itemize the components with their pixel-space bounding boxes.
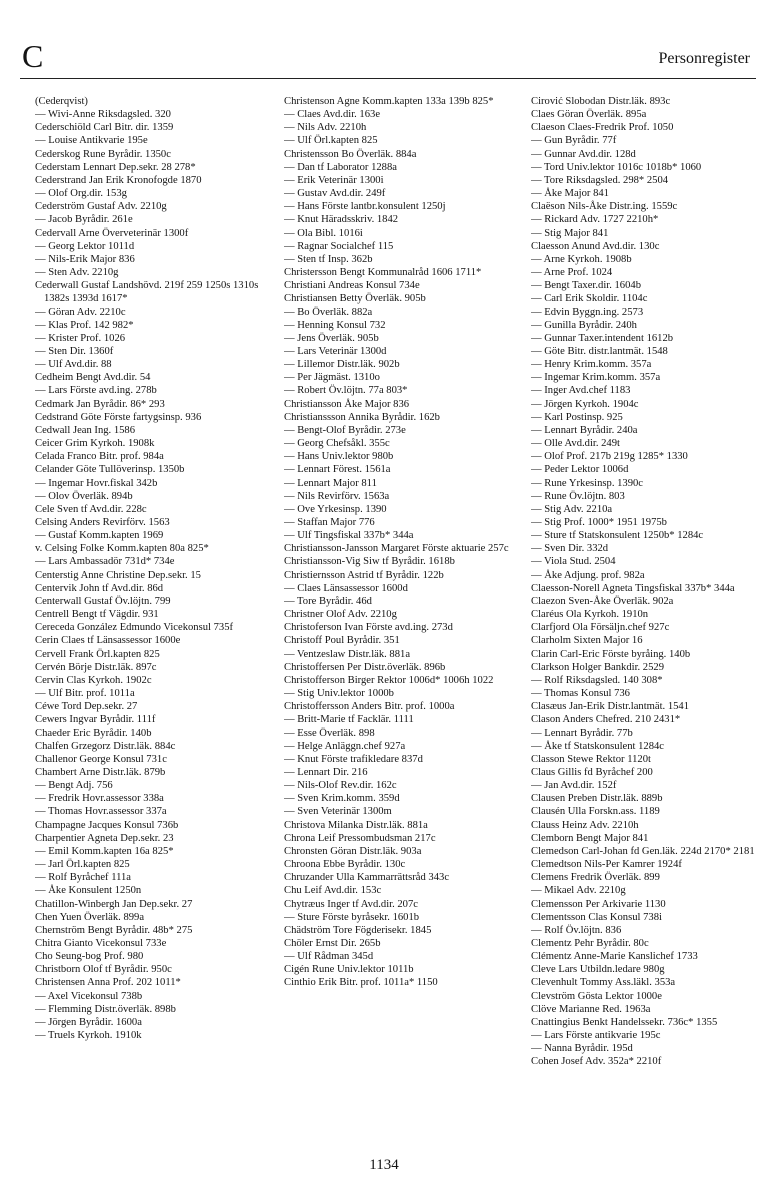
register-entry: Centerstig Anne Christine Dep.sekr. 15 xyxy=(35,569,201,581)
register-entry: Cerin Claes tf Länsassessor 1600e xyxy=(35,635,181,647)
register-entry: Chrona Leif Pressombudsman 217c xyxy=(284,832,436,844)
register-entry: Cederschiöld Carl Bitr. dir. 1359 xyxy=(35,122,174,134)
register-entry: — Lars Veterinär 1300d xyxy=(284,345,387,357)
register-entry: — Jan Avd.dir. 152f xyxy=(531,780,617,792)
register-entry: — Rolf Byråchef 111a xyxy=(35,872,132,884)
register-entry: Cedheim Bengt Avd.dir. 54 xyxy=(35,372,151,384)
register-entry: — Louise Antikvarie 195e xyxy=(35,135,148,147)
register-entry: Cedstrand Göte Förste fartygsinsp. 936 xyxy=(35,411,202,423)
register-entry: — Ulf Örl.kapten 825 xyxy=(284,135,378,147)
register-entry: Cederstrand Jan Erik Kronofogde 1870 xyxy=(35,174,202,186)
register-entry: — Rolf Riksdagsled. 140 308* xyxy=(531,674,663,686)
register-entry: — Lillemor Distr.läk. 902b xyxy=(284,359,400,371)
register-entry: Cervell Frank Örl.kapten 825 xyxy=(35,648,160,660)
register-entry: — Mikael Adv. 2210g xyxy=(531,885,626,897)
register-entry: Christiansen Betty Överläk. 905b xyxy=(284,293,426,305)
register-entry: Clemedtson Nils-Per Kamrer 1924f xyxy=(531,859,682,871)
register-entry: — Fredrik Hovr.assessor 338a xyxy=(35,793,164,805)
register-entry: Cewers Ingvar Byrådir. 111f xyxy=(35,714,156,726)
register-entry: Cedwall Jean Ing. 1586 xyxy=(35,424,136,436)
register-entry: Christoffersson Anders Bitr. prof. 1000a xyxy=(284,701,455,713)
register-entry: Christiernsson Astrid tf Byrådir. 122b xyxy=(284,569,444,581)
register-entry: Claezon Sven-Åke Överläk. 902a xyxy=(531,595,674,607)
register-column-1 xyxy=(35,95,273,1185)
register-entry: Claesson-Norell Agneta Tingsfiskal 337b* 344a xyxy=(531,582,735,594)
register-entry: Centrell Bengt tf Vägdir. 931 xyxy=(35,609,159,621)
register-entry: — Rickard Adv. 1727 2210h* xyxy=(531,214,659,226)
register-entry: Christner Olof Adv. 2210g xyxy=(284,609,397,621)
register-entry: Clémentz Anne-Marie Kanslichef 1733 xyxy=(531,951,698,963)
register-entry: — Knut Häradsskriv. 1842 xyxy=(284,214,399,226)
register-entry: Claëson Nils-Åke Distr.ing. 1559c xyxy=(531,201,678,213)
register-entry: Cirović Slobodan Distr.läk. 893c xyxy=(531,96,671,107)
register-entry: — Ingemar Krim.komm. 357a xyxy=(531,372,661,384)
register-entry: — Nils Revirförv. 1563a xyxy=(284,490,390,502)
register-entry: Christoferson Ivan Förste avd.ing. 273d xyxy=(284,622,453,634)
register-entry: — Åke Major 841 xyxy=(531,188,609,200)
register-entry: — Sven Krim.komm. 359d xyxy=(284,793,400,805)
register-entry: — Åke tf Statskonsulent 1284c xyxy=(531,740,664,752)
register-entry: — Viola Stud. 2504 xyxy=(531,556,616,568)
header-rule xyxy=(20,78,756,79)
register-entry: — Olof Org.dir. 153g xyxy=(35,188,127,200)
register-entry: — Lennart Förest. 1561a xyxy=(284,464,391,476)
register-entry: — Ulf Bitr. prof. 1011a xyxy=(35,688,135,700)
register-entry: Cinthio Erik Bitr. prof. 1011a* 1150 xyxy=(284,977,438,989)
register-entry: — Hans Univ.lektor 980b xyxy=(284,451,394,463)
register-entry: — Ulf Rådman 345d xyxy=(284,951,374,963)
register-entry: Cederskog Rune Byrådir. 1350c xyxy=(35,148,171,160)
register-entry: — Henning Konsul 732 xyxy=(284,319,386,331)
register-entry: Claesson Anund Avd.dir. 130c xyxy=(531,240,660,252)
register-entry: — Ingemar Hovr.fiskal 342b xyxy=(35,477,158,489)
register-entry: Charpentier Agneta Dep.sekr. 23 xyxy=(35,832,174,844)
register-entry: Chernström Bengt Byrådir. 48b* 275 xyxy=(35,924,193,936)
register-entry: Chruzander Ulla Kammarrättsråd 343c xyxy=(284,872,450,884)
register-entry: — Sture Förste byråsekr. 1601b xyxy=(284,911,420,923)
register-entry: — Bo Överläk. 882a xyxy=(284,306,373,318)
register-entry: — Per Jägmäst. 1310o xyxy=(284,372,380,384)
register-entry: Cedervall Arne Överveterinär 1300f xyxy=(35,227,189,239)
register-entry: — Flemming Distr.överläk. 898b xyxy=(35,1003,176,1015)
register-entry: — Gustav Avd.dir. 249f xyxy=(284,188,386,200)
register-entry: — Hans Förste lantbr.konsulent 1250j xyxy=(284,201,446,213)
register-entry: — Dan tf Laborator 1288a xyxy=(284,161,397,173)
register-entry: Cervén Börje Distr.läk. 897c xyxy=(35,661,157,673)
register-entry: — Carl Erik Skoldir. 1104c xyxy=(531,293,648,305)
page-title: Personregister xyxy=(658,50,750,67)
register-entry: — Stig Prof. 1000* 1951 1975b xyxy=(531,517,667,528)
register-entry: Clevenhult Tommy Ass.läkl. 353a xyxy=(531,977,676,989)
register-entry: — Ulf Tingsfiskal 337b* 344a xyxy=(284,530,414,542)
register-entry: Christoffersen Per Distr.överläk. 896b xyxy=(284,661,446,673)
register-column-2 xyxy=(284,95,522,1185)
register-entry: — Göran Adv. 2210c xyxy=(35,306,126,318)
register-entry: Clarfjord Ola Försäljn.chef 927c xyxy=(531,622,670,634)
register-entry: — Staffan Major 776 xyxy=(284,517,375,528)
register-entry: — Ragnar Socialchef 115 xyxy=(284,240,394,252)
register-entry: Cervin Clas Kyrkoh. 1902c xyxy=(35,674,152,686)
register-entry: — Åke Adjung. prof. 982a xyxy=(531,569,645,581)
register-entry: Classon Stewe Rektor 1120t xyxy=(531,753,651,765)
register-entry: — Gunnar Avd.dir. 128d xyxy=(531,148,636,160)
register-entry: Chronsten Göran Distr.läk. 903a xyxy=(284,845,422,857)
register-entry: — Peder Lektor 1006d xyxy=(531,464,629,476)
register-entry: Clason Anders Chefred. 210 2431* xyxy=(531,714,681,726)
register-entry: Christianssson Annika Byrådir. 162b xyxy=(284,411,440,423)
register-entry: — Jörgen Byrådir. 1600a xyxy=(35,1016,142,1028)
register-entry: — Helge Anläggn.chef 927a xyxy=(284,740,406,752)
register-entry: — Stig Adv. 2210a xyxy=(531,503,613,515)
register-entry: Clevström Gösta Lektor 1000e xyxy=(531,990,662,1002)
register-entry: — Åke Konsulent 1250n xyxy=(35,885,142,897)
register-entry: — Esse Överläk. 898 xyxy=(284,727,375,739)
register-entry: Chu Leif Avd.dir. 153c xyxy=(284,885,382,897)
register-entry: — Axel Vicekonsul 738b xyxy=(35,990,143,1002)
register-entry: Christersson Bengt Kommunalråd 1606 1711* xyxy=(284,267,482,279)
register-entry: — Ulf Avd.dir. 88 xyxy=(35,359,112,371)
register-entry: Clementz Pehr Byrådir. 80c xyxy=(531,938,649,949)
register-entry: Christiansson Åke Major 836 xyxy=(284,398,410,410)
register-entry: — Bengt Taxer.dir. 1604b xyxy=(531,280,641,292)
register-entry: Centervik John tf Avd.dir. 86d xyxy=(35,582,164,594)
register-entry: — Krister Prof. 1026 xyxy=(35,332,126,344)
register-entry: — Ventzeslaw Distr.läk. 881a xyxy=(284,648,411,660)
register-entry: — Lars Förste antikvarie 195c xyxy=(531,1030,661,1042)
register-entry: — Lennart Byrådir. 240a xyxy=(531,424,638,436)
register-entry: Cederwall Gustaf Landshövd. 219f 259 1250s 1310s 1382s 1393d 1617* xyxy=(35,280,259,305)
register-entry: Clarin Carl-Eric Förste byråing. 140b xyxy=(531,648,691,660)
register-entry: — Bengt Adj. 756 xyxy=(35,780,113,792)
register-entry: Clementsson Clas Konsul 738i xyxy=(531,911,662,923)
register-entry: — Sten Dir. 1360f xyxy=(35,345,114,357)
register-entry: — Bengt-Olof Byrådir. 273e xyxy=(284,424,406,436)
register-entry: Clemedson Carl-Johan fd Gen.läk. 224d 2170* 2181 xyxy=(531,845,755,857)
register-entry: Celsing Anders Revirförv. 1563 xyxy=(35,517,170,528)
register-entry: Celander Göte Tullöverinsp. 1350b xyxy=(35,464,185,476)
register-entry: Chytræus Inger tf Avd.dir. 207c xyxy=(284,898,418,910)
register-entry: Claus Gillis fd Byråchef 200 xyxy=(531,766,653,778)
register-entry: — Jens Överläk. 905b xyxy=(284,332,379,344)
register-entry: — Stig Univ.lektor 1000b xyxy=(284,688,394,700)
register-entry: Clarholm Sixten Major 16 xyxy=(531,635,643,647)
register-entry: — Knut Förste trafikledare 837d xyxy=(284,753,423,765)
register-entry: Chitra Gianto Vicekonsul 733e xyxy=(35,938,167,949)
register-entry: — Tord Univ.lektor 1016c 1018b* 1060 xyxy=(531,161,702,173)
register-entry: Ceicer Grim Kyrkoh. 1908k xyxy=(35,438,155,450)
register-entry: Celada Franco Bitr. prof. 984a xyxy=(35,451,164,463)
register-entry: — Rune Yrkesinsp. 1390c xyxy=(531,477,644,489)
register-entry: Challenor George Konsul 731c xyxy=(35,753,167,765)
register-entry: — Lennart Dir. 216 xyxy=(284,766,368,778)
register-entry: Cigén Rune Univ.lektor 1011b xyxy=(284,964,414,976)
register-entry: Cho Seung-bog Prof. 980 xyxy=(35,951,144,963)
register-entry: Cnattingius Benkt Handelssekr. 736c* 1355 xyxy=(531,1016,718,1028)
register-entry: — Nanna Byrådir. 195d xyxy=(531,1043,633,1055)
register-entry: — Gunnar Taxer.intendent 1612b xyxy=(531,332,674,344)
register-entry: — Thomas Hovr.assessor 337a xyxy=(35,806,167,818)
register-entry: Clausén Ulla Forskn.ass. 1189 xyxy=(531,806,660,818)
register-entry: v. Celsing Folke Komm.kapten 80a 825* xyxy=(35,543,209,555)
page-number: 1134 xyxy=(369,1157,399,1173)
register-entry: Clemens Fredrik Överläk. 899 xyxy=(531,872,660,884)
register-entry: — Jörgen Kyrkoh. 1904c xyxy=(531,398,639,410)
section-letter: C xyxy=(22,38,44,74)
register-entry: — Jarl Örl.kapten 825 xyxy=(35,859,130,871)
register-entry: — Sven Dir. 332d xyxy=(531,543,609,555)
register-column-3 xyxy=(531,95,768,1185)
register-entry: — Lars Ambassadör 731d* 734e xyxy=(35,556,175,568)
register-entry: Christborn Olof tf Byrådir. 950c xyxy=(35,964,172,976)
register-entry: Clemensson Per Arkivarie 1130 xyxy=(531,898,666,910)
register-entry: Chambert Arne Distr.läk. 879b xyxy=(35,766,166,778)
register-entry: — Inger Avd.chef 1183 xyxy=(531,385,631,397)
register-entry: Champagne Jacques Konsul 736b xyxy=(35,819,179,831)
register-entry: Cedmark Jan Byrådir. 86* 293 xyxy=(35,398,165,410)
register-entry: Cohen Josef Adv. 352a* 2210f xyxy=(531,1056,662,1068)
register-entry: — Erik Veterinär 1300i xyxy=(284,174,384,186)
register-entry: — Georg Lektor 1011d xyxy=(35,240,135,252)
register-entry: Cereceda González Edmundo Vicekonsul 735f xyxy=(35,622,234,634)
register-entry: Christensen Anna Prof. 202 1011* xyxy=(35,977,181,989)
register-entry: Claréus Ola Kyrkoh. 1910n xyxy=(531,609,649,621)
register-entry: — Sture tf Statskonsulent 1250b* 1284c xyxy=(531,530,704,542)
register-entry: Céwe Tord Dep.sekr. 27 xyxy=(35,701,138,713)
register-entry: Christiani Andreas Konsul 734e xyxy=(284,280,420,292)
register-entry: Christensson Bo Överläk. 884a xyxy=(284,148,417,160)
register-entry: — Claes Avd.dir. 163e xyxy=(284,109,381,121)
register-entry: — Karl Postinsp. 925 xyxy=(531,411,623,423)
register-entry: — Klas Prof. 142 982* xyxy=(35,319,134,331)
register-entry: — Olof Prof. 217b 219g 1285* 1330 xyxy=(531,451,688,463)
register-entry: Christiansson-Jansson Margaret Förste aktuarie 257c xyxy=(284,543,509,555)
register-entry: — Sten tf Insp. 362b xyxy=(284,253,373,265)
register-entry: Chädström Tore Fögderisekr. 1845 xyxy=(284,924,432,936)
register-entry: — Gunilla Byrådir. 240h xyxy=(531,319,637,331)
register-entry: Clöve Marianne Red. 1963a xyxy=(531,1003,651,1015)
register-entry: Cleve Lars Utbildn.ledare 980g xyxy=(531,964,665,976)
register-entry: Chroona Ebbe Byrådir. 130c xyxy=(284,859,406,871)
register-entry: — Rune Öv.löjtn. 803 xyxy=(531,490,625,502)
register-entry: Chatillon-Winbergh Jan Dep.sekr. 27 xyxy=(35,898,193,910)
register-entry: — Edvin Byggn.ing. 2573 xyxy=(531,306,644,318)
register-entry: — Henry Krim.komm. 357a xyxy=(531,359,652,371)
register-entry: — Lennart Byrådir. 77b xyxy=(531,727,633,739)
register-entry: Cederström Gustaf Adv. 2210g xyxy=(35,201,167,213)
register-entry: — Claes Länsassessor 1600d xyxy=(284,582,408,594)
register-entry: Clasæus Jan-Erik Distr.lantmät. 1541 xyxy=(531,701,690,713)
register-entry: — Tore Byrådir. 46d xyxy=(284,595,372,607)
register-entry: (Cederqvist) xyxy=(35,96,88,107)
register-entry: Chöler Ernst Dir. 265b xyxy=(284,938,381,949)
register-entry: — Robert Öv.löjtn. 77a 803* xyxy=(284,385,408,397)
register-entry: Christenson Agne Komm.kapten 133a 139b 825* xyxy=(284,96,494,107)
register-entry: Christiansson-Vig Siw tf Byrådir. 1618b xyxy=(284,556,455,568)
register-entry: — Rolf Öv.löjtn. 836 xyxy=(531,924,622,936)
register-entry: — Gun Byrådir. 77f xyxy=(531,135,617,147)
register-entry: Christofferson Birger Rektor 1006d* 1006h 1022 xyxy=(284,674,494,686)
register-entry: Centerwall Gustaf Öv.löjtn. 799 xyxy=(35,595,171,607)
register-entry: — Göte Bitr. distr.lantmät. 1548 xyxy=(531,345,668,357)
register-entry: Chaeder Eric Byrådir. 140b xyxy=(35,727,152,739)
register-entry: — Emil Komm.kapten 16a 825* xyxy=(35,845,174,857)
register-entry: — Arne Kyrkoh. 1908b xyxy=(531,253,632,265)
register-entry: — Truels Kyrkoh. 1910k xyxy=(35,1030,142,1042)
register-entry: Chalfen Grzegorz Distr.läk. 884c xyxy=(35,740,176,752)
register-entry: Cederstam Lennart Dep.sekr. 28 278* xyxy=(35,161,196,173)
register-entry: — Ola Bibl. 1016i xyxy=(284,227,363,239)
register-entry: Clauss Heinz Adv. 2210h xyxy=(531,819,639,831)
register-entry: — Britt-Marie tf Facklär. 1111 xyxy=(284,714,414,726)
register-entry: — Sven Veterinär 1300m xyxy=(284,806,392,818)
register-entry: — Nils-Erik Major 836 xyxy=(35,253,135,265)
register-entry: — Arne Prof. 1024 xyxy=(531,267,613,279)
register-entry: Clausen Preben Distr.läk. 889b xyxy=(531,793,663,805)
register-entry: — Tore Riksdagsled. 298* 2504 xyxy=(531,174,669,186)
register-entry: — Nils-Olof Rev.dir. 162c xyxy=(284,780,397,792)
register-entry: Chen Yuen Överläk. 899a xyxy=(35,911,145,923)
register-entry: — Gustaf Komm.kapten 1969 xyxy=(35,530,164,542)
register-entry: Claeson Claes-Fredrik Prof. 1050 xyxy=(531,122,674,134)
register-entry: Claes Göran Överläk. 895a xyxy=(531,109,647,121)
register-entry: Christova Milanka Distr.läk. 881a xyxy=(284,819,428,831)
register-entry: — Wivi-Anne Riksdagsled. 320 xyxy=(35,109,171,121)
register-entry: — Jacob Byrådir. 261e xyxy=(35,214,133,226)
register-entry: — Lennart Major 811 xyxy=(284,477,377,489)
register-entry: — Olov Överläk. 894b xyxy=(35,490,133,502)
register-entry: — Lars Förste avd.ing. 278b xyxy=(35,385,157,397)
register-entry: — Ove Yrkesinsp. 1390 xyxy=(284,503,387,515)
register-entry: — Georg Chefsåkl. 355c xyxy=(284,438,390,450)
register-entry: — Stig Major 841 xyxy=(531,227,609,239)
register-entry: Clemborn Bengt Major 841 xyxy=(531,832,649,844)
register-entry: — Olle Avd.dir. 249t xyxy=(531,438,620,450)
register-entry: Christoff Poul Byrådir. 351 xyxy=(284,635,400,647)
register-entry: Cele Sven tf Avd.dir. 228c xyxy=(35,503,147,515)
register-entry: — Nils Adv. 2210h xyxy=(284,122,367,134)
register-entry: — Thomas Konsul 736 xyxy=(531,688,630,700)
register-entry: — Sten Adv. 2210g xyxy=(35,267,119,279)
register-entry: Clarkson Holger Bankdir. 2529 xyxy=(531,661,664,673)
